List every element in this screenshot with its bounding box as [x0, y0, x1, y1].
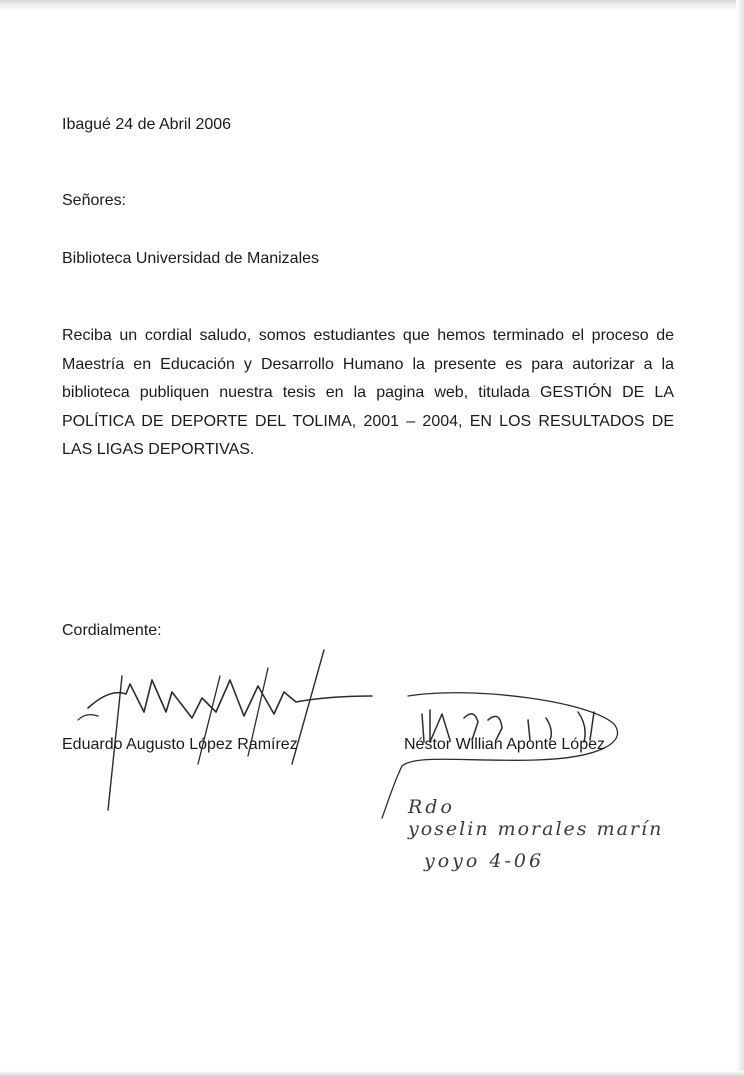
date-line: Ibagué 24 de Abril 2006 [62, 116, 232, 133]
recipient: Biblioteca Universidad de Manizales [62, 250, 320, 267]
signatory-name-2: Néstor Willian Aponte López [404, 736, 605, 753]
salutation: Señores: [62, 192, 127, 209]
signatory-name-1: Eduardo Augusto López Ramírez [62, 736, 298, 753]
handwritten-note-line-3: yoyo 4-06 [424, 850, 545, 872]
closing: Cordialmente: [62, 622, 162, 639]
scan-edge-bottom [0, 1071, 744, 1077]
letter-body: Reciba un cordial saludo, somos estudiantes que hemos terminado el proceso de Maestría en Educación y Desarrollo Humano la presente es para autorizar a la biblioteca publiquen nuestra tesis en la pagina web, titulada GESTIÓN DE LA POLÍTICA DE DEPORTE DEL TOLIMA, 2001 – 2004, EN LOS RESULTADOS DE LAS LIGAS DEPORTIVAS. [62, 327, 674, 459]
scan-edge-top [0, 0, 744, 12]
scan-edge-right [736, 0, 744, 1077]
handwritten-note-line-2: yoselin morales marín [408, 818, 664, 840]
handwritten-note-line-1: Rdo [408, 796, 455, 818]
